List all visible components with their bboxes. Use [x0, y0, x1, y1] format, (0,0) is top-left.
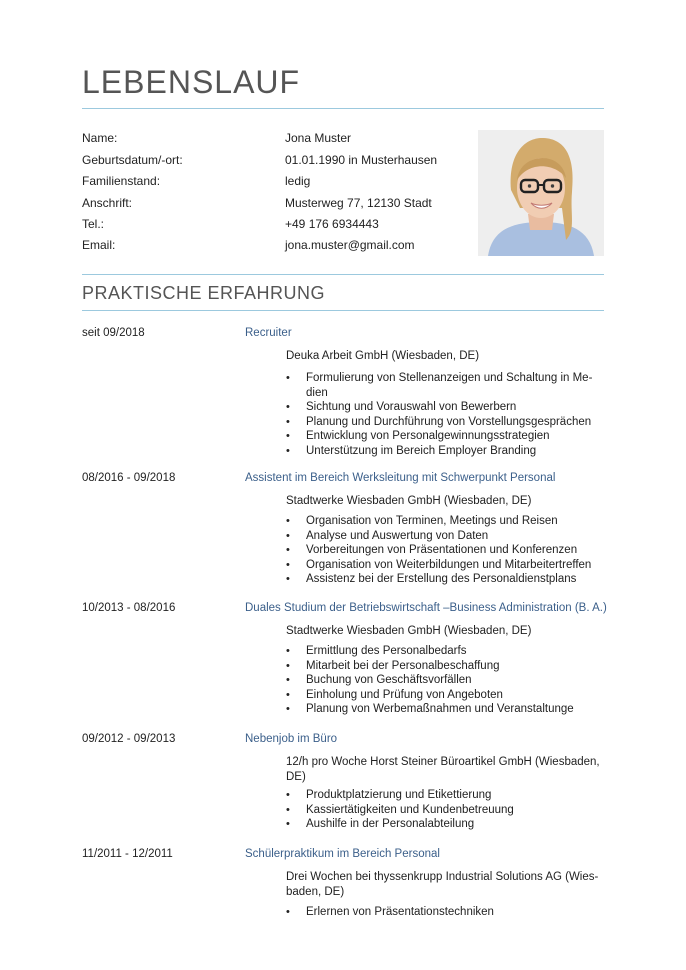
task-item: • Organisation von Weiterbildungen und Mitarbeitertreffen: [286, 558, 606, 573]
entry-role: Assistent im Bereich Werksleitung mit Schwerpunkt Personal: [245, 472, 556, 484]
detail-row-name: [82, 128, 462, 148]
page-title: LEBENSLAUF: [82, 64, 301, 100]
entry-role: Duales Studium der Betriebswirtschaft –Business Administration (B. A.): [245, 602, 607, 614]
task-item: • Planung von Werbemaßnahmen und Veranstaltunge: [286, 702, 606, 717]
task-item: • Buchung von Geschäftsvorfällen: [286, 673, 606, 688]
section-title: PRAKTISCHE ERFAHRUNG: [82, 283, 326, 303]
detail-row-phone: [82, 214, 462, 234]
entry-date: 11/2011 - 12/2011: [82, 848, 173, 860]
entry-role: Nebenjob im Büro: [245, 733, 338, 745]
task-list: [286, 371, 606, 459]
task-list: [286, 905, 606, 920]
entry-date: seit 09/2018: [82, 327, 145, 339]
entry-company: 12/h pro Woche Horst Steiner Büroartikel GmbH (Wiesbaden, DE): [286, 756, 600, 783]
detail-label: Geburtsdatum/-ort:: [82, 153, 183, 167]
title-divider: [82, 108, 604, 109]
task-item: • Formulierung von Stellenanzeigen und Schaltung in Me-dien: [286, 371, 606, 400]
task-item: • Erlernen von Präsentationstechniken: [286, 905, 606, 920]
task-item: • Organisation von Terminen, Meetings und Reisen: [286, 514, 606, 529]
task-item: • Entwicklung von Personalgewinnungsstrategien: [286, 429, 606, 444]
entry-company: Stadtwerke Wiesbaden GmbH (Wiesbaden, DE): [286, 625, 532, 637]
detail-value: +49 176 6934443: [285, 217, 379, 231]
detail-label: Email:: [82, 238, 116, 252]
task-item: • Assistenz bei der Erstellung des Personaldienstplans: [286, 572, 606, 587]
task-item: • Ermittlung des Personalbedarfs: [286, 644, 606, 659]
task-list: [286, 788, 606, 832]
section-divider-top: [82, 274, 604, 275]
section-divider-bottom: [82, 310, 604, 311]
entry-date: 08/2016 - 09/2018: [82, 472, 176, 484]
entry-role: Recruiter: [245, 327, 292, 339]
task-item: • Mitarbeit bei der Personalbeschaffung: [286, 659, 606, 674]
task-item: • Planung und Durchführung von Vorstellungsgesprächen: [286, 415, 606, 430]
task-item: • Analyse und Auswertung von Daten: [286, 529, 606, 544]
detail-row-marital: [82, 171, 462, 191]
detail-row-birth: [82, 150, 462, 170]
detail-value: ledig: [285, 174, 311, 188]
entry-date: 09/2012 - 09/2013: [82, 733, 176, 745]
profile-photo: [478, 130, 604, 256]
detail-label: Familienstand:: [82, 174, 161, 188]
detail-value: 01.01.1990 in Musterhausen: [285, 153, 438, 167]
entry-role: Schülerpraktikum im Bereich Personal: [245, 848, 440, 860]
entry-company: Drei Wochen bei thyssenkrupp Industrial Solutions AG (Wies-baden, DE): [286, 871, 599, 898]
task-item: • Produktplatzierung und Etikettierung: [286, 788, 606, 803]
task-list: [286, 644, 606, 717]
entry-company: Stadtwerke Wiesbaden GmbH (Wiesbaden, DE): [286, 495, 532, 507]
task-item: • Kassiertätigkeiten und Kundenbetreuung: [286, 803, 606, 818]
task-list: [286, 514, 606, 587]
detail-row-email: [82, 235, 462, 255]
detail-value: jona.muster@gmail.com: [285, 238, 415, 252]
detail-label: Tel.:: [82, 217, 105, 231]
task-item: • Einholung und Prüfung von Angeboten: [286, 688, 606, 703]
task-item: • Sichtung und Vorauswahl von Bewerbern: [286, 400, 606, 415]
task-item: • Unterstützung im Bereich Employer Branding: [286, 444, 606, 459]
detail-value: Musterweg 77, 12130 Stadt: [285, 196, 432, 210]
detail-row-address: [82, 193, 462, 213]
entry-date: 10/2013 - 08/2016: [82, 602, 176, 614]
detail-label: Anschrift:: [82, 196, 133, 210]
detail-value: Jona Muster: [285, 131, 352, 145]
detail-label: Name:: [82, 131, 118, 145]
task-item: • Vorbereitungen von Präsentationen und Konferenzen: [286, 543, 606, 558]
entry-company: Deuka Arbeit GmbH (Wiesbaden, DE): [286, 350, 480, 362]
task-item: • Aushilfe in der Personalabteilung: [286, 817, 606, 832]
